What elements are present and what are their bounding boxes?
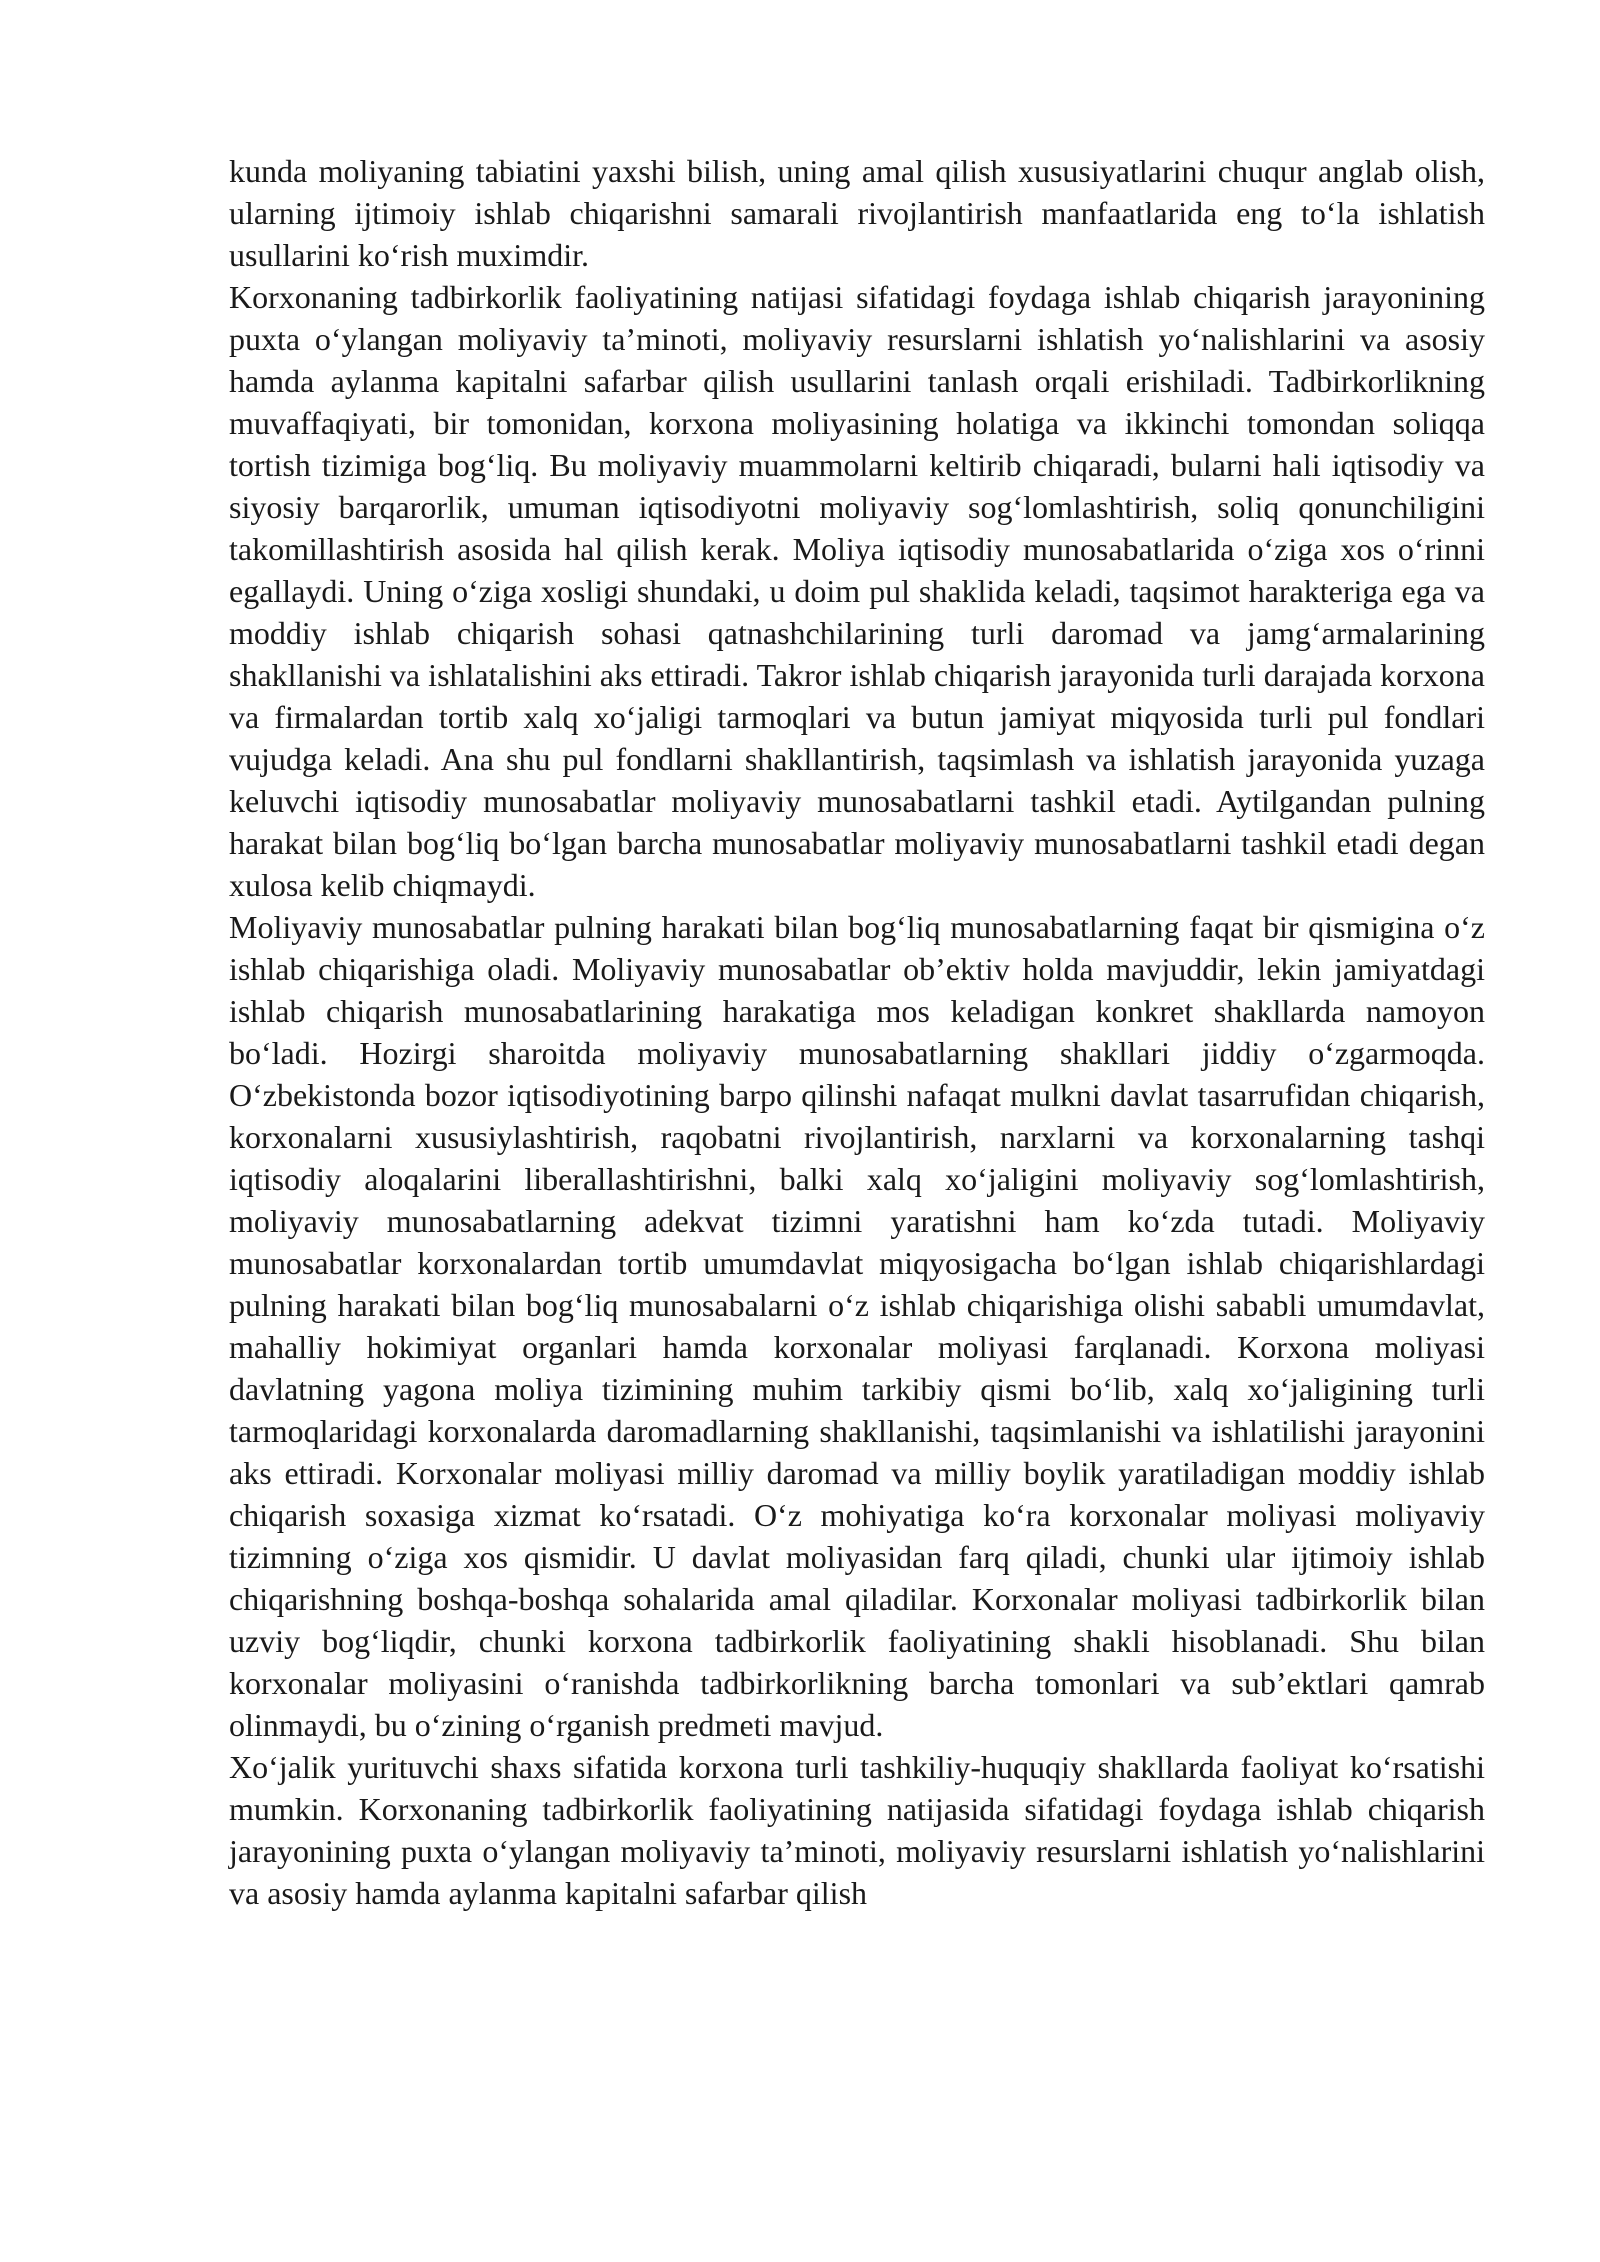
document-body <box>229 150 1485 1914</box>
paragraph: Xo‘jalik yurituvchi shaxs sifatida korxona turli tashkiliy-huquqiy shakllarda faoliyat ko‘rsatishi mumkin. Korxonaning tadbirkorlik faoliyatining natijasida sifatidagi foydaga ishlab chiqarish jarayonining puxta o‘ylangan moliyaviy ta’minoti, moliyaviy resurslarni ishlatish yo‘nalishlarini va asosiy hamda aylanma kapitalni safarbar qilish <box>229 1749 1485 1911</box>
paragraph: kunda moliyaning tabiatini yaxshi bilish, uning amal qilish xususiyatlarini chuqur anglab olish, ularning ijtimoiy ishlab chiqarishni samarali rivojlantirish manfaatlarida eng to‘la ishlatish usullarini ko‘rish muximdir. <box>229 153 1485 273</box>
paragraph: Korxonaning tadbirkorlik faoliyatining natijasi sifatidagi foydaga ishlab chiqarish jarayonining puxta o‘ylangan moliyaviy ta’minoti, moliyaviy resurslarni ishlatish yo‘nalishlarini va asosiy hamda aylanma kapitalni safarbar qilish usullarini tanlash orqali erishiladi. Tadbirkorlikning muvaffaqiyati, bir tomonidan, korxona moliyasining holatiga va ikkinchi tomondan soliqqa tortish tizimiga bog‘liq. Bu moliyaviy muammolarni keltirib chiqaradi, bularni hali iqtisodiy va siyosiy barqarorlik, umuman iqtisodiyotni moliyaviy sog‘lomlashtirish, soliq qonunchiligini takomillashtirish asosida hal qilish kerak. Moliya iqtisodiy munosabatlarida o‘ziga xos o‘rinni egallaydi. Uning o‘ziga xosligi shundaki, u doim pul shaklida keladi, taqsimot harakteriga ega va moddiy ishlab chiqarish sohasi qatnashchilarining turli daromad va jamg‘armalarining shakllanishi va ishlatalishini aks ettiradi. Takror ishlab chiqarish jarayonida turli darajada korxona va firmalardan tortib xalq xo‘jaligi tarmoqlari va butun jamiyat miqyosida turli pul fondlari vujudga keladi. Ana shu pul fondlarni shakllantirish, taqsimlash va ishlatish jarayonida yuzaga keluvchi iqtisodiy munosabatlar moliyaviy munosabatlarni tashkil etadi. Aytilgandan pulning harakat bilan bog‘liq bo‘lgan barcha munosabatlar moliyaviy munosabatlarni tashkil etadi degan xulosa kelib chiqmaydi. <box>229 279 1485 903</box>
paragraph: Moliyaviy munosabatlar pulning harakati bilan bog‘liq munosabatlarning faqat bir qismigina o‘z ishlab chiqarishiga oladi. Moliyaviy munosabatlar ob’ektiv holda mavjuddir, lekin jamiyatdagi ishlab chiqarish munosabatlarining harakatiga mos keladigan konkret shakllarda namoyon bo‘ladi. Hozirgi sharoitda moliyaviy munosabatlarning shakllari jiddiy o‘zgarmoqda. O‘zbekistonda bozor iqtisodiyotining barpo qilinshi nafaqat mulkni davlat tasarrufidan chiqarish, korxonalarni xususiylashtirish, raqobatni rivojlantirish, narxlarni va korxonalarning tashqi iqtisodiy aloqalarini liberallashtirishni, balki xalq xo‘jaligini moliyaviy sog‘lomlashtirish, moliyaviy munosabatlarning adekvat tizimni yaratishni ham ko‘zda tutadi. Moliyaviy munosabatlar korxonalardan tortib umumdavlat miqyosigacha bo‘lgan ishlab chiqarishlardagi pulning harakati bilan bog‘liq munosabalarni o‘z ishlab chiqarishiga olishi sababli umumdavlat, mahalliy hokimiyat organlari hamda korxonalar moliyasi farqlanadi. Korxona moliyasi davlatning yagona moliya tizimining muhim tarkibiy qismi bo‘lib, xalq xo‘jaligining turli tarmoqlaridagi korxonalarda daromadlarning shakllanishi, taqsimlanishi va ishlatilishi jarayonini aks ettiradi. Korxonalar moliyasi milliy daromad va milliy boylik yaratiladigan moddiy ishlab chiqarish soxasiga xizmat ko‘rsatadi. O‘z mohiyatiga ko‘ra korxonalar moliyasi moliyaviy tizimning o‘ziga xos qismidir. U davlat moliyasidan farq qiladi, chunki ular ijtimoiy ishlab chiqarishning boshqa-boshqa sohalarida amal qiladilar. Korxonalar moliyasi tadbirkorlik bilan uzviy bog‘liqdir, chunki korxona tadbirkorlik faoliyatining shakli hisoblanadi. Shu bilan korxonalar moliyasini o‘ranishda tadbirkorlikning barcha tomonlari va sub’ektlari qamrab olinmaydi, bu o‘zining o‘rganish predmeti mavjud. <box>229 909 1485 1743</box>
